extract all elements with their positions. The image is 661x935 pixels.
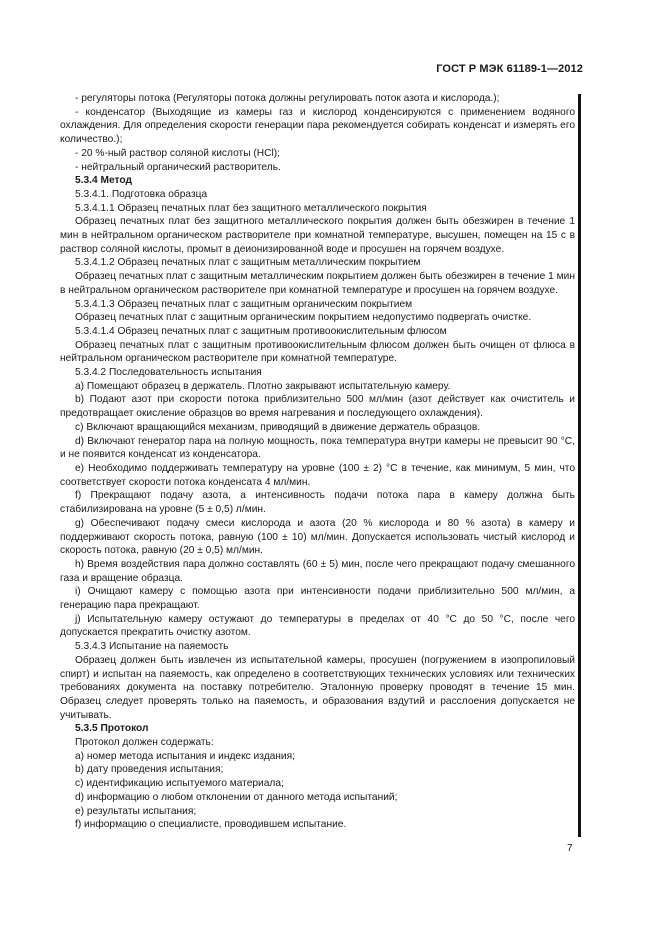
subsection-heading: 5.3.4.1.3 Образец печатных плат с защитным органическим покрытием xyxy=(75,298,413,310)
paragraph: Образец печатных плат с защитным металлическим покрытием должен быть обезжирен в течение 1 мин в нейтральном органическом растворителе при комнатной температуре и просушен на горячем воздухе. xyxy=(60,271,575,296)
list-item: d) информацию о любом отклонении от данного метода испытаний; xyxy=(75,791,398,803)
subsection-heading: 5.3.4.1. Подготовка образца xyxy=(75,188,208,200)
change-bar xyxy=(578,94,581,837)
list-item: - нейтральный органический растворитель. xyxy=(75,161,281,173)
list-item: a) номер метода испытания и индекс издания; xyxy=(75,750,295,762)
section-heading: 5.3.5 Протокол xyxy=(75,723,149,735)
body-text xyxy=(60,92,575,832)
list-item: i) Очищают камеру с помощью азота при интенсивности подачи приблизительно 500 мл/мин, а генерацию пара прекращают. xyxy=(60,586,575,612)
paragraph: Образец печатных плат с защитным органическим покрытием недопустимо подвергать очистке. xyxy=(75,312,532,324)
subsection-heading: 5.3.4.1.4 Образец печатных плат с защитным противоокислительным флюсом xyxy=(75,325,447,337)
subsection-heading: 5.3.4.1.1 Образец печатных плат без защитного металлического покрытия xyxy=(75,202,427,214)
list-item: f) информацию о специалисте, проводившем испытание. xyxy=(75,819,347,831)
subsection-heading: 5.3.4.1.2 Образец печатных плат с защитным металлическим покрытием xyxy=(75,257,421,269)
page-number: 7 xyxy=(567,843,573,854)
list-item: - конденсатор (Выходящие из камеры газ и кислород конденсируются с применением водяного охлаждения. Для определения скорости генерации пара рекомендуется собирать конденсат и измерять его количество.); xyxy=(60,106,575,146)
section-heading: 5.3.4 Метод xyxy=(75,175,132,187)
subsection-heading: 5.3.4.2 Последовательность испытания xyxy=(75,367,262,379)
list-item: e) результаты испытания; xyxy=(75,805,197,817)
list-item: b) дату проведения испытания; xyxy=(75,764,224,776)
list-item: d) Включают генератор пара на полную мощность, пока температура внутри камеры не превысит 90 °С, и не появится конденсат из конденсатора. xyxy=(60,435,575,461)
list-item: f) Прекращают подачу азота, а интенсивность подачи потока пара в камеру должна быть стабилизирована на уровне (5 ± 0,5) л/мин. xyxy=(60,490,575,516)
subsection-heading: 5.3.4.3 Испытание на паяемость xyxy=(75,641,229,653)
list-item: b) Подают азот при скорости потока приблизительно 500 мл/мин (азот действует как очиститель и предотвращает окисление образцов во время нагревания и последующего охлаждения). xyxy=(60,394,575,420)
list-item: a) Помещают образец в держатель. Плотно закрывают испытательную камеру. xyxy=(75,380,451,392)
paragraph: Образец печатных плат без защитного металлического покрытия должен быть обезжирен в течение 1 мин в нейтральном органическом растворителе при комнатной температуре, высушен, помещен на 15 с в раствор соляной кислоты, промыт в деионизированной воде и просушен на горячем воздухе. xyxy=(60,216,575,255)
list-item: c) идентификацию испытуемого материала; xyxy=(75,778,284,790)
list-item: c) Включают вращающийся механизм, приводящий в движение держатель образцов. xyxy=(75,421,481,433)
list-item: j) Испытательную камеру остужают до температуры в пределах от 40 °С до 50 °С, после чего допускается прекратить очистку азотом. xyxy=(60,613,575,639)
paragraph: Протокол должен содержать: xyxy=(75,737,214,749)
list-item: - 20 %-ный раствор соляной кислоты (HCl); xyxy=(75,147,280,159)
list-item: h) Время воздействия пара должно составлять (60 ± 5) мин, после чего прекращают подачу смешанного газа и вращение образца. xyxy=(60,558,575,584)
paragraph: Образец печатных плат с защитным противоокислительным флюсом должен быть очищен от флюса в нейтральном органическом растворителе при комнатной температуре. xyxy=(60,339,575,365)
paragraph: Образец должен быть извлечен из испытательной камеры, просушен (погружением в изопропиловый спирт) и испытан на паяемость, как определено в соответствующих технических условиях или технических требованиях документа на поставку потребителю. Эталонную проверку проводят в течение 15 мин. Образец следует проверять только на паяемость, и образования вздутий и расслоения допускается не учитывать. xyxy=(60,654,575,721)
page-header-standard-id: ГОСТ Р МЭК 61189-1—2012 xyxy=(436,63,583,75)
list-item: g) Обеспечивают подачу смеси кислорода и азота (20 % кислорода и 80 % азота) в камеру и поддерживают скорость потока, равную (100 ± 10) мл/мин. Допускается использовать чистый кислород и скорость потока, равную (20 ± 0,5) мл/мин. xyxy=(60,517,575,557)
list-item: e) Необходимо поддерживать температуру на уровне (100 ± 2) °С в течение, как минимум, 5 мин, что соответствует скорости потока конденсата 4 мл/мин. xyxy=(60,462,575,488)
list-item: - регуляторы потока (Регуляторы потока должны регулировать поток азота и кислорода.); xyxy=(75,93,500,104)
